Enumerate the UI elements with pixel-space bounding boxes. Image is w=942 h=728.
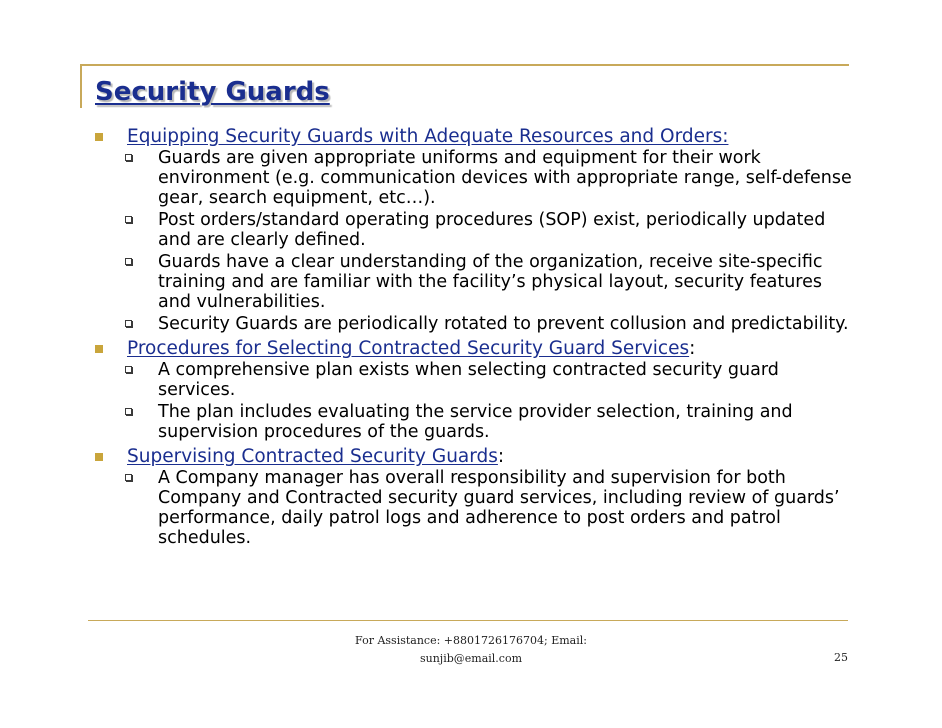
- section-1: [95, 126, 855, 147]
- list-item: [95, 360, 855, 400]
- section-1-items: [95, 148, 855, 334]
- footer-assistance: [338, 632, 604, 668]
- hollow-square-bullet-icon: [125, 216, 132, 223]
- list-item-text: A Company manager has overall responsibility and supervision for both Company and Contracted security guard services, including review of guards’ performance, daily patrol logs and adherence to post orders and patrol schedules.: [158, 468, 840, 548]
- hollow-square-bullet-icon: [125, 366, 132, 373]
- top-divider: [80, 64, 849, 66]
- list-item-text: Guards are given appropriate uniforms and equipment for their work environment (e.g. communication devices with appropriate range, self-defense gear, search equipment, etc…).: [158, 148, 852, 208]
- left-divider: [80, 64, 82, 108]
- section-heading: Supervising Contracted Security Guards: [127, 446, 498, 467]
- list-item: [95, 402, 855, 442]
- hollow-square-bullet-icon: [125, 154, 132, 161]
- section-2: [95, 338, 855, 359]
- list-item: [95, 148, 855, 208]
- footer-email: sunjib@email.com: [419, 652, 523, 665]
- section-heading-suffix: :: [689, 338, 696, 359]
- square-bullet-icon: [95, 133, 103, 141]
- section-heading: Equipping Security Guards with Adequate Resources and Orders:: [127, 126, 729, 147]
- section-2-items: [95, 360, 855, 442]
- list-item-text: A comprehensive plan exists when selecting contracted security guard services.: [158, 360, 779, 400]
- hollow-square-bullet-icon: [125, 320, 132, 327]
- hollow-square-bullet-icon: [125, 258, 132, 265]
- list-item: [95, 210, 855, 250]
- footer-divider: [88, 620, 848, 621]
- square-bullet-icon: [95, 345, 103, 353]
- page-number: 25: [834, 651, 848, 664]
- list-item: [95, 314, 855, 334]
- hollow-square-bullet-icon: [125, 408, 132, 415]
- slide-title: Security Guards: [95, 77, 330, 107]
- list-item: [95, 252, 855, 312]
- section-heading: Procedures for Selecting Contracted Security Guard Services: [127, 338, 690, 359]
- list-item-text: Guards have a clear understanding of the organization, receive site-specific training and are familiar with the facility’s physical layout, security features and vulnerabilities.: [158, 252, 823, 312]
- section-3: [95, 446, 855, 467]
- section-3-items: [95, 468, 855, 548]
- section-heading-suffix: :: [497, 446, 505, 467]
- slide-content: [95, 122, 855, 550]
- hollow-square-bullet-icon: [125, 474, 132, 481]
- list-item-text: Security Guards are periodically rotated to prevent collusion and predictability.: [158, 314, 849, 334]
- list-item-text: The plan includes evaluating the service provider selection, training and supervision procedures of the guards.: [158, 402, 793, 442]
- footer-assistance-line-1: For Assistance: +8801726176704; Email:: [355, 634, 587, 647]
- list-item-text: Post orders/standard operating procedures (SOP) exist, periodically updated and are clearly defined.: [158, 210, 826, 250]
- list-item: [95, 468, 855, 548]
- square-bullet-icon: [95, 453, 103, 461]
